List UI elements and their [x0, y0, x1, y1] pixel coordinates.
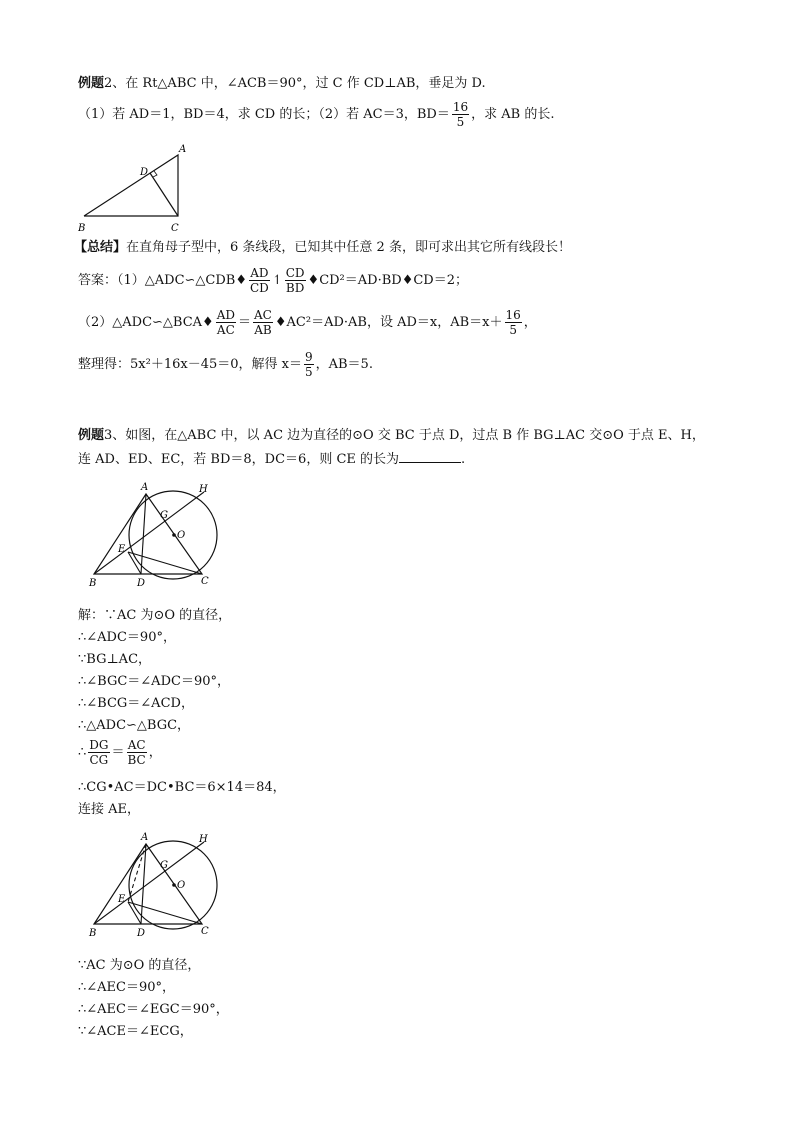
ex3-head2a: 连 AD、ED、EC，若 BD＝8，DC＝6，则 CE 的长为: [78, 452, 400, 467]
label-d: D: [137, 928, 146, 939]
segment-ad: [141, 494, 146, 574]
ex3-circle-figure-2: [86, 830, 226, 942]
frac-num: AD: [250, 266, 269, 280]
label-e: E: [118, 544, 126, 555]
summary-text: 在直角母子型中，6 条线段，已知其中任意 2 条，即可求出其它所有线段长！: [126, 240, 571, 255]
ex2-answer-1: 答案：（1）△ADC∽△CDB♦ $\frac{AD}{CD}$ ↿ $\frac{CD}{BD}$ ♦CD²＝AD·BD♦CD＝2；: [78, 266, 469, 295]
label-o: O: [177, 530, 186, 541]
frac: [88, 738, 109, 767]
frac-num: 16: [505, 308, 521, 322]
sol-line: ∴∠BGC＝∠ADC＝90°，: [78, 674, 230, 689]
segment-cd: [150, 173, 178, 216]
ex2-answer-2: （2）△ADC∽△BCA♦ $\frac{AD}{AC}$ ＝ $\frac{AC}{AB}$ ♦AC²＝AD·AB，设 AD＝x，AB＝x＋ $\frac{16}{5}$ ，: [78, 308, 537, 337]
label-c: C: [171, 223, 179, 234]
ex2-question: [78, 100, 554, 129]
ex2-q-fraction: [452, 100, 469, 129]
ex2-head: 2、在 Rt△ABC 中，∠ACB＝90°，过 C 作 CD⊥AB，垂足为 D.: [104, 76, 486, 91]
summary-tag: 【总结】: [74, 240, 127, 255]
ex2-answer-3: [78, 350, 373, 379]
frac: [304, 350, 314, 379]
sol-line: ∴∠BCG＝∠ACD，: [78, 696, 194, 711]
frac-num: CD: [285, 266, 305, 280]
frac-den: AB: [254, 323, 272, 337]
label-a: A: [179, 144, 187, 155]
frac: [253, 308, 273, 337]
segment-bh: [94, 492, 204, 574]
frac-den: 5: [456, 115, 465, 129]
frac-num: 16: [452, 100, 469, 114]
right-angle-mark: [153, 171, 157, 177]
label-b: B: [78, 223, 86, 234]
ex2-summary: [74, 238, 571, 258]
segment-bh: [94, 842, 204, 924]
label-h: H: [199, 484, 208, 495]
ex2-label: 例题: [78, 76, 105, 91]
frac-num: DG: [89, 738, 109, 752]
frac-den: BD: [285, 281, 305, 295]
ans1-b: CD²＝AD·BD: [319, 273, 402, 288]
ex3-heading-2: [78, 450, 465, 470]
frac-den: 5: [304, 365, 313, 379]
ex2-q-part1: （1）若 AD＝1，BD＝4，求 CD 的长；（2）若 AC＝3，BD＝: [78, 107, 450, 122]
label-e: E: [118, 894, 126, 905]
ans2-end: ，: [523, 315, 537, 330]
label-g: G: [160, 510, 168, 521]
sol-line: ∴∠AEC＝∠EGC＝90°，: [78, 1002, 229, 1017]
ex2-q-part2: ，求 AB 的长.: [471, 107, 555, 122]
sol-line: ∴CG•AC＝DC•BC＝6×14＝84，: [78, 780, 286, 795]
sol-line: ∴△ADC∽△BGC，: [78, 718, 191, 733]
frac-den: AC: [216, 323, 235, 337]
label-b: B: [89, 928, 97, 939]
segment-ad: [141, 844, 146, 924]
sol-line: 连接 AE，: [78, 802, 141, 817]
frac-num: AC: [127, 738, 146, 752]
sol-line: ∴∠ADC＝90°，: [78, 630, 176, 645]
ex3-label: 例题: [78, 428, 105, 443]
triangle-abc: [84, 155, 178, 216]
label-b: B: [89, 578, 97, 589]
sol-line: ∵BG⊥AC，: [78, 652, 152, 667]
frac-num: AD: [216, 308, 235, 322]
label-c: C: [201, 576, 209, 587]
ans1-a: 答案：（1）△ADC∽△CDB: [78, 273, 236, 288]
frac-num: 9: [304, 350, 313, 364]
frac-den: BC: [127, 753, 146, 767]
sol-line: ∵AC 为⊙O 的直径，: [78, 958, 201, 973]
ans2-b: AC²＝AD·AB，设 AD＝x，AB＝x＋: [286, 315, 503, 330]
frac-den: 5: [509, 323, 517, 337]
center-o: [172, 883, 176, 887]
frac: [127, 738, 147, 767]
frac-den: CG: [89, 753, 109, 767]
frac-den: CD: [250, 281, 269, 295]
label-d: D: [137, 578, 146, 589]
frac: [216, 308, 236, 337]
sol-line: 解：∵AC 为⊙O 的直径，: [78, 608, 232, 623]
label-c: C: [201, 926, 209, 937]
frac: [249, 266, 270, 295]
ex2-triangle-figure: [78, 143, 188, 235]
label-g: G: [160, 860, 168, 871]
ans3-b: ，AB＝5.: [315, 357, 373, 372]
sol-fraction-line: ∴ $\frac{DG}{CG}$ ＝ $\frac{AC}{BC}$ ，: [78, 738, 162, 767]
label-d: D: [140, 167, 149, 178]
label-o: O: [177, 880, 186, 891]
label-a: A: [141, 482, 149, 493]
label-a: A: [141, 832, 149, 843]
ans1-c: CD＝2；: [413, 273, 469, 288]
ex3-heading: [78, 426, 705, 446]
ans3-a: 整理得：5x²＋16x－45＝0，解得 x＝: [78, 357, 302, 372]
frac-num: AC: [254, 308, 272, 322]
center-o: [172, 533, 176, 537]
ex3-head2b: .: [461, 452, 466, 467]
label-h: H: [199, 834, 208, 845]
frac-end: ，: [148, 745, 162, 760]
ex2-heading: [78, 74, 486, 94]
therefore: ∴: [78, 745, 87, 760]
answer-blank: [399, 450, 461, 463]
ex3-circle-figure-1: [86, 480, 226, 592]
sol-line: ∵∠ACE＝∠ECG，: [78, 1024, 193, 1039]
frac: [285, 266, 306, 295]
frac: [505, 308, 522, 337]
sol-line: ∴∠AEC＝90°，: [78, 980, 176, 995]
ans2-a: （2）△ADC∽△BCA: [78, 315, 203, 330]
ex3-head: 3、如图，在△ABC 中，以 AC 边为直径的⊙O 交 BC 于点 D，过点 B 作 BG⊥AC 交⊙O 于点 E、H，: [104, 428, 705, 443]
